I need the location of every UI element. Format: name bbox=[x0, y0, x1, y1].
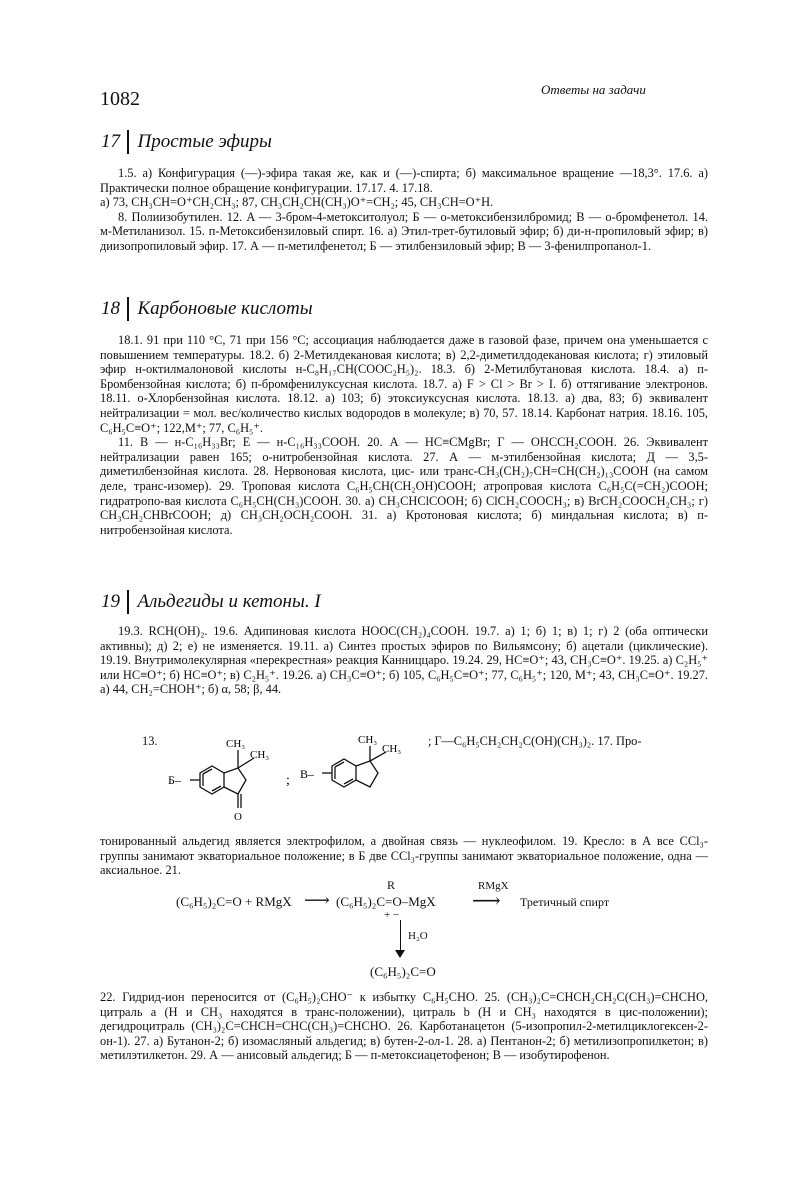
reaction-arrow: ⟶ bbox=[304, 890, 330, 910]
product: Третичный спирт bbox=[520, 895, 610, 909]
structure-v bbox=[322, 746, 386, 787]
methyl-label: CH₃ bbox=[250, 749, 270, 761]
oxygen-label: O bbox=[234, 811, 242, 823]
intermediate: (C₆H₅)₂C=O–MgX bbox=[336, 894, 436, 909]
paragraph: 19.3. RCH(OH)₂. 19.6. Адипиновая кислота HOOC(CH₂)₄COOH. 19.7. а) 1; б) 1; в) 1; г) 2 (оба оптически активны); д) 2; е) не изменяется. 19.11. а) Синтез простых эфиров по Вильямсону; б) ацетали (циклические). 19.19. Внутримолекулярная «перекрестная» реакция Канниццаро. 19.24. 29, HC≡O⁺; 43, CH₃C≡O⁺. 19.25. а) C₂H₅⁺ или HC≡O⁺; б) HC≡O⁺; в) C₂H₅⁺. 19.26. а) CH₃C≡O⁺; б) 105, C₆H₅C≡O⁺; 77, C₆H₅⁺; 120, M⁺; 43, CH₃C≡O⁺. 19.27. а) 44, CH₂=CHOH⁺; б) α, 58; β, 44. bbox=[100, 624, 708, 697]
running-head: Ответы на задачи bbox=[541, 82, 646, 97]
reagent-label: RMgX bbox=[478, 880, 509, 892]
answers-block-19 bbox=[100, 624, 708, 697]
divider bbox=[127, 590, 129, 614]
paragraph: тонированный альдегид является электрофилом, а двойная связь — нуклеофилом. 19. Кресло: в А все CCl₃-группы занимают экваториальное положение; в Б две CCl₃-группы занимают экваториальное положение, одна — аксиальное. 21. bbox=[100, 834, 708, 878]
chapter-number: 17 bbox=[101, 131, 120, 152]
reaction-scheme bbox=[176, 878, 656, 988]
chapter-heading-18 bbox=[100, 297, 313, 321]
arrow-head bbox=[395, 950, 405, 958]
final-answers bbox=[100, 990, 708, 1063]
chapter-title: Альдегиды и кетоны. I bbox=[137, 591, 321, 612]
paragraph: 11. В — н-C₁₆H₃₃Br; Е — н-C₁₆H₃₃COOH. 20. А — HC≡CMgBr; Г — OHCCH₂COOH. 26. Эквивалент нейтрализации равен 165; о-нитробензойная кислота. 27. А — м-этилбензойная кислота; Д — 3,5-диметилбензойная кислота. 28. Нервоновая кислота, цис- или транс-CH₃(CH₂)₇CH=CH(CH₂)₁₃COOH (на самом деле, транс-изомер). 29. Троповая кислота C₆H₅CH(CH₂OH)COOH; атропровая кислота C₆H₅C(=CH₂)COOH; гидратропо-вая кислота C₆H₅CH(CH₃)COOH. 30. а) CH₃CHClCOOH; б) ClCH₂COOCH₃; в) BrCH₂COOCH₂CH₃; г) CH₃CH₂CHBrCOOH; д) CH₃CH₂OCH₂COOH. 31. а) Кротоновая кислота; б) миндальная кислота; в) п-нитробензойная кислота. bbox=[100, 435, 708, 537]
answers-block-17 bbox=[100, 166, 708, 254]
chapter-number: 18 bbox=[101, 298, 120, 319]
paragraph: 1.5. а) Конфигурация (—)-эфира такая же, как и (—)-спирта; б) максимальное вращение —18,3°. 17.6. а) Практически полное обращение конфигурации. 17.17. 4. 17.18. bbox=[100, 166, 708, 195]
reactants: (C₆H₅)₂C=O + RMgX bbox=[176, 894, 292, 909]
problem-number: 13. bbox=[142, 734, 158, 748]
continuation-text bbox=[100, 834, 708, 878]
paragraph: 8. Полиизобутилен. 12. A — 3-бром-4-метокситолуол; Б — о-метоксибензилбромид; В — о-бромфенетол. 14. м-Метиланизол. 15. п-Метоксибензиловый спирт. 16. а) Этил-трет-бутиловый эфир; б) ди-н-пропиловый эфир; в) диизопропиловый эфир. 17. А — п-метилфенетол; Б — этилбензиловый эфир; В — 3-фенилпропанол-1. bbox=[100, 209, 708, 253]
label-b: Б– bbox=[168, 773, 181, 787]
chapter-heading-19 bbox=[100, 590, 321, 614]
r-group: R bbox=[387, 878, 396, 892]
page-number: 1082 bbox=[100, 88, 140, 110]
answers-block-18 bbox=[100, 333, 708, 537]
methyl-label: CH₃ bbox=[382, 743, 402, 755]
reaction-arrow: ⟶ bbox=[472, 890, 501, 912]
paragraph: 18.1. 91 при 110 °С, 71 при 156 °С; ассоциация наблюдается даже в газовой фазе, причем она уменьшается с повышением температуры. 18.2. б) 2-Метилдекановая кислота; в) 2,2-диметилдодекановая кислота; г) этиловый эфир н-октилмалоновой кислоты н-C₈H₁₇CH(COOC₂H₅)₂. 18.3. б) 2-Метилбутановая кислота. 18.4. а) п-Бромбензойная кислота; б) п-бромфенилуксусная кислота. 18.7. а) F > Cl > Br > I. б) оттягивание электронов. 18.11. о-Хлорбензойная кислота. 18.12. а) 103; б) этоксиуксусная кислота. 18.13. а) два, 83; б) эквивалент нейтрализации = мол. вес/количество кислых водородов в молекуле; в) 70, 57. 18.14. Карбонат натрия. 18.16. 105, C₆H₅C≡O⁺; 122,M⁺; 77, C₆H₅⁺. bbox=[100, 333, 708, 435]
methyl-label: CH₃ bbox=[358, 734, 378, 746]
water-label: H₂O bbox=[408, 930, 428, 942]
product2: (C₆H₅)₂C=O bbox=[370, 964, 436, 979]
charges: + − bbox=[384, 909, 400, 921]
paragraph: а) 73, CH₃CH=O⁺CH₂CH₃; 87, CH₃CH₂CH(CH₃)O⁺=CH₂; 45, CH₃CH=O⁺H. bbox=[100, 195, 494, 210]
methyl-label: CH₃ bbox=[226, 738, 246, 750]
separator: ; bbox=[286, 773, 290, 788]
divider bbox=[127, 130, 129, 154]
chapter-number: 19 bbox=[101, 591, 120, 612]
structure-g-text: ; Г—C₆H₅CH₂CH₂C(OH)(CH₃)₂. 17. Про- bbox=[428, 734, 642, 748]
chapter-heading-17 bbox=[100, 130, 272, 154]
divider bbox=[127, 297, 129, 321]
chapter-title: Простые эфиры bbox=[137, 131, 272, 152]
chapter-title: Карбоновые кислоты bbox=[137, 298, 313, 319]
structure-b bbox=[190, 750, 254, 808]
paragraph: 22. Гидрид-ион переносится от (C₆H₅)₂CHO⁻ к избытку C₆H₅CHO. 25. (CH₃)₂C=CHCH₂CH₂C(CH₃)=CHCHO, цитраль а (H и CH₃ находятся в транс-положении), цитраль b (H и CH₃ находятся в цис-положении); дегидроцитраль (CH₃)₂C=CHCH=CHC(CH₃)=CHCHO. 26. Карботанацетон (5-изопропил-2-метилциклогексен-2-он-1). 27. а) Бутанон-2; б) изомасляный альдегид; в) бутен-2-ол-1. 28. а) Пентанон-2; б) метилизопропилкетон; в) метилэтилкетон. 29. А — анисовый альдегид; Б — п-метоксиацетофенон; В — изобутирофенон. bbox=[100, 990, 708, 1063]
label-v: В– bbox=[300, 767, 315, 781]
